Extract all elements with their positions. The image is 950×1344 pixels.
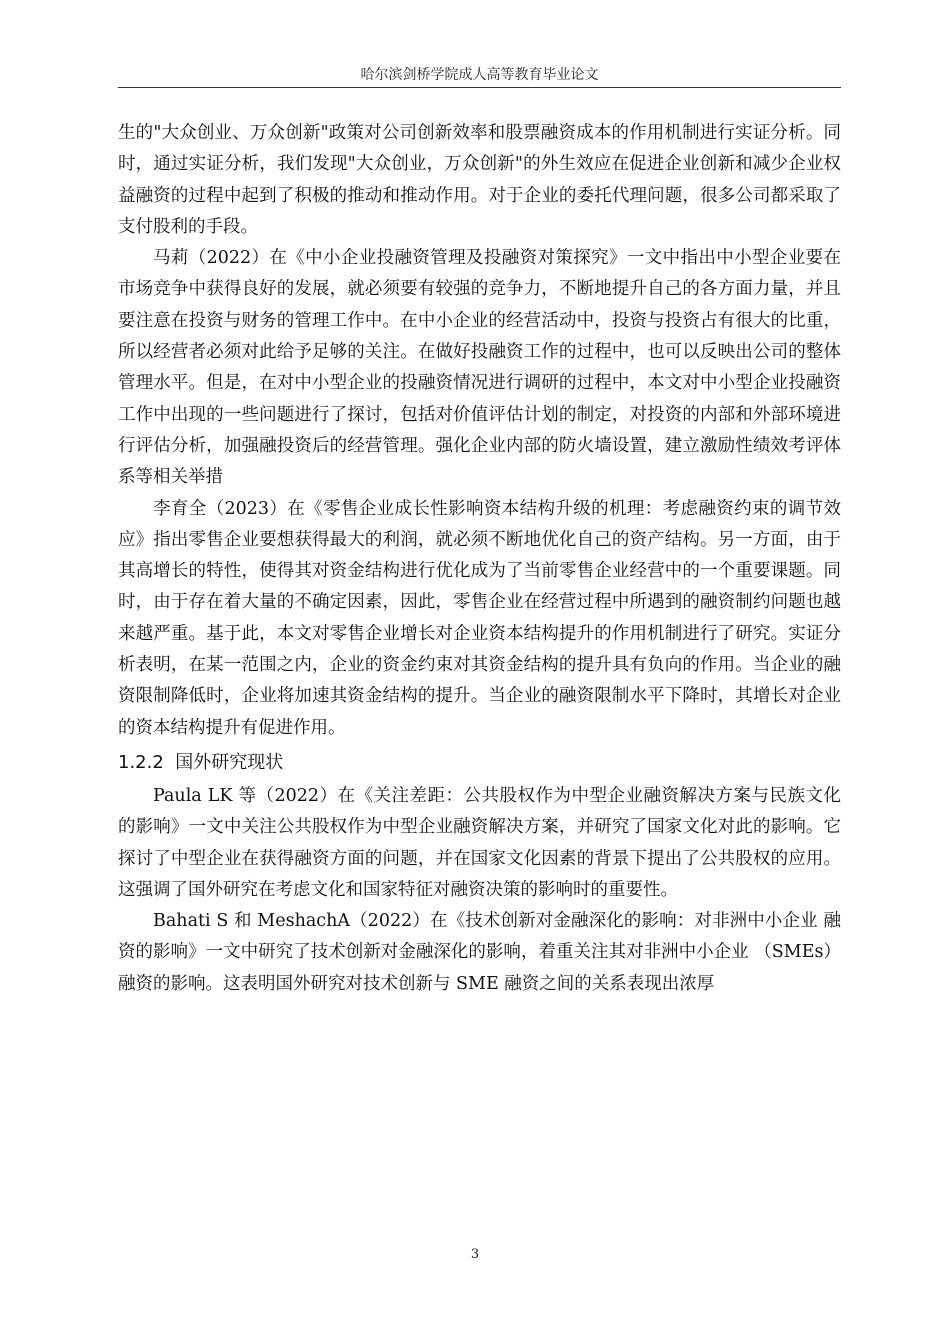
section-number: 1.2.2 xyxy=(118,751,164,773)
paragraph-paula-lk: Paula LK 等（2022）在《关注差距：公共股权作为中型企业融资解决方案与民族文化的影响》一文中关注公共股权作为中型企业融资解决方案，并研究了国家文化对此的影响。它探讨了中型企业在获得融资方面的问题，并在国家文化因素的背景下提出了公共股权的应用。这强调了国外研究在考虑文化和国家特征对融资决策的影响时的重要性。 xyxy=(118,785,841,900)
section-title: 国外研究现状 xyxy=(175,751,284,773)
paragraph-ma-li: 马莉（2022）在《中小企业投融资管理及投融资对策探究》一文中指出中小型企业要在市场竞争中获得良好的发展，就必须要有较强的竞争力，不断地提升自己的各方面力量，并且要注意在投资与财务的管理工作中。在中小企业的经营活动中，投资与投资占有很大的比重，所以经营者必须对此给予足够的关注。在做好投融资工作的过程中，也可以反映出公司的整体管理水平。但是，在对中小型企业的投融资情况进行调研的过程中，本文对中小型企业投融资工作中出现的一些问题进行了探讨，包括对价值评估计划的制定，对投资的内部和外部环境进行评估分析，加强融投资后的经营管理。强化企业内部的防火墙设置，建立激励性绩效考评体系等相关举措 xyxy=(118,248,841,488)
paragraph-bahati: Bahati S 和 MeshachA（2022）在《技术创新对金融深化的影响：对非洲中小企业 融资的影响》一文中研究了技术创新对金融深化的影响，着重关注其对非洲中小企业 （SMEs）融资的影响。这表明国外研究对技术创新与 SME 融资之间的关系表现出浓厚 xyxy=(118,911,841,994)
page-number: 3 xyxy=(470,1247,480,1262)
document-body xyxy=(118,118,841,1000)
section-heading xyxy=(118,745,841,781)
paragraph-li-yuquan: 李育全（2023）在《零售企业成长性影响资本结构升级的机理：考虑融资约束的调节效应》指出零售企业要想获得最大的利润，就必须不断地优化自己的资产结构。另一方面，由于其高增长的特性，使得其对资金结构进行优化成为了当前零售企业经营中的一个重要课题。同时，由于存在着大量的不确定因素，因此，零售企业在经营过程中所遇到的融资制约问题也越来越严重。基于此，本文对零售企业增长对企业资本结构提升的作用机制进行了研究。实证分析表明，在某一范围之内，企业的资金约束对其资金结构的提升具有负向的作用。当企业的融资限制降低时，企业将加速其资金结构的提升。当企业的融资限制水平下降时，其增长对企业的资本结构提升有促进作用。 xyxy=(118,498,841,738)
running-header: 哈尔滨剑桥学院成人高等教育毕业论文 xyxy=(360,67,599,83)
paragraph-continued: 生的"大众创业、万众创新"政策对公司创新效率和股票融资成本的作用机制进行实证分析。同时，通过实证分析，我们发现"大众创业，万众创新"的外生效应在促进企业创新和减少企业权益融资的过程中起到了积极的推动和推动作用。对于企业的委托代理问题，很多公司都采取了支付股利的手段。 xyxy=(118,123,841,237)
header-divider xyxy=(118,87,841,88)
